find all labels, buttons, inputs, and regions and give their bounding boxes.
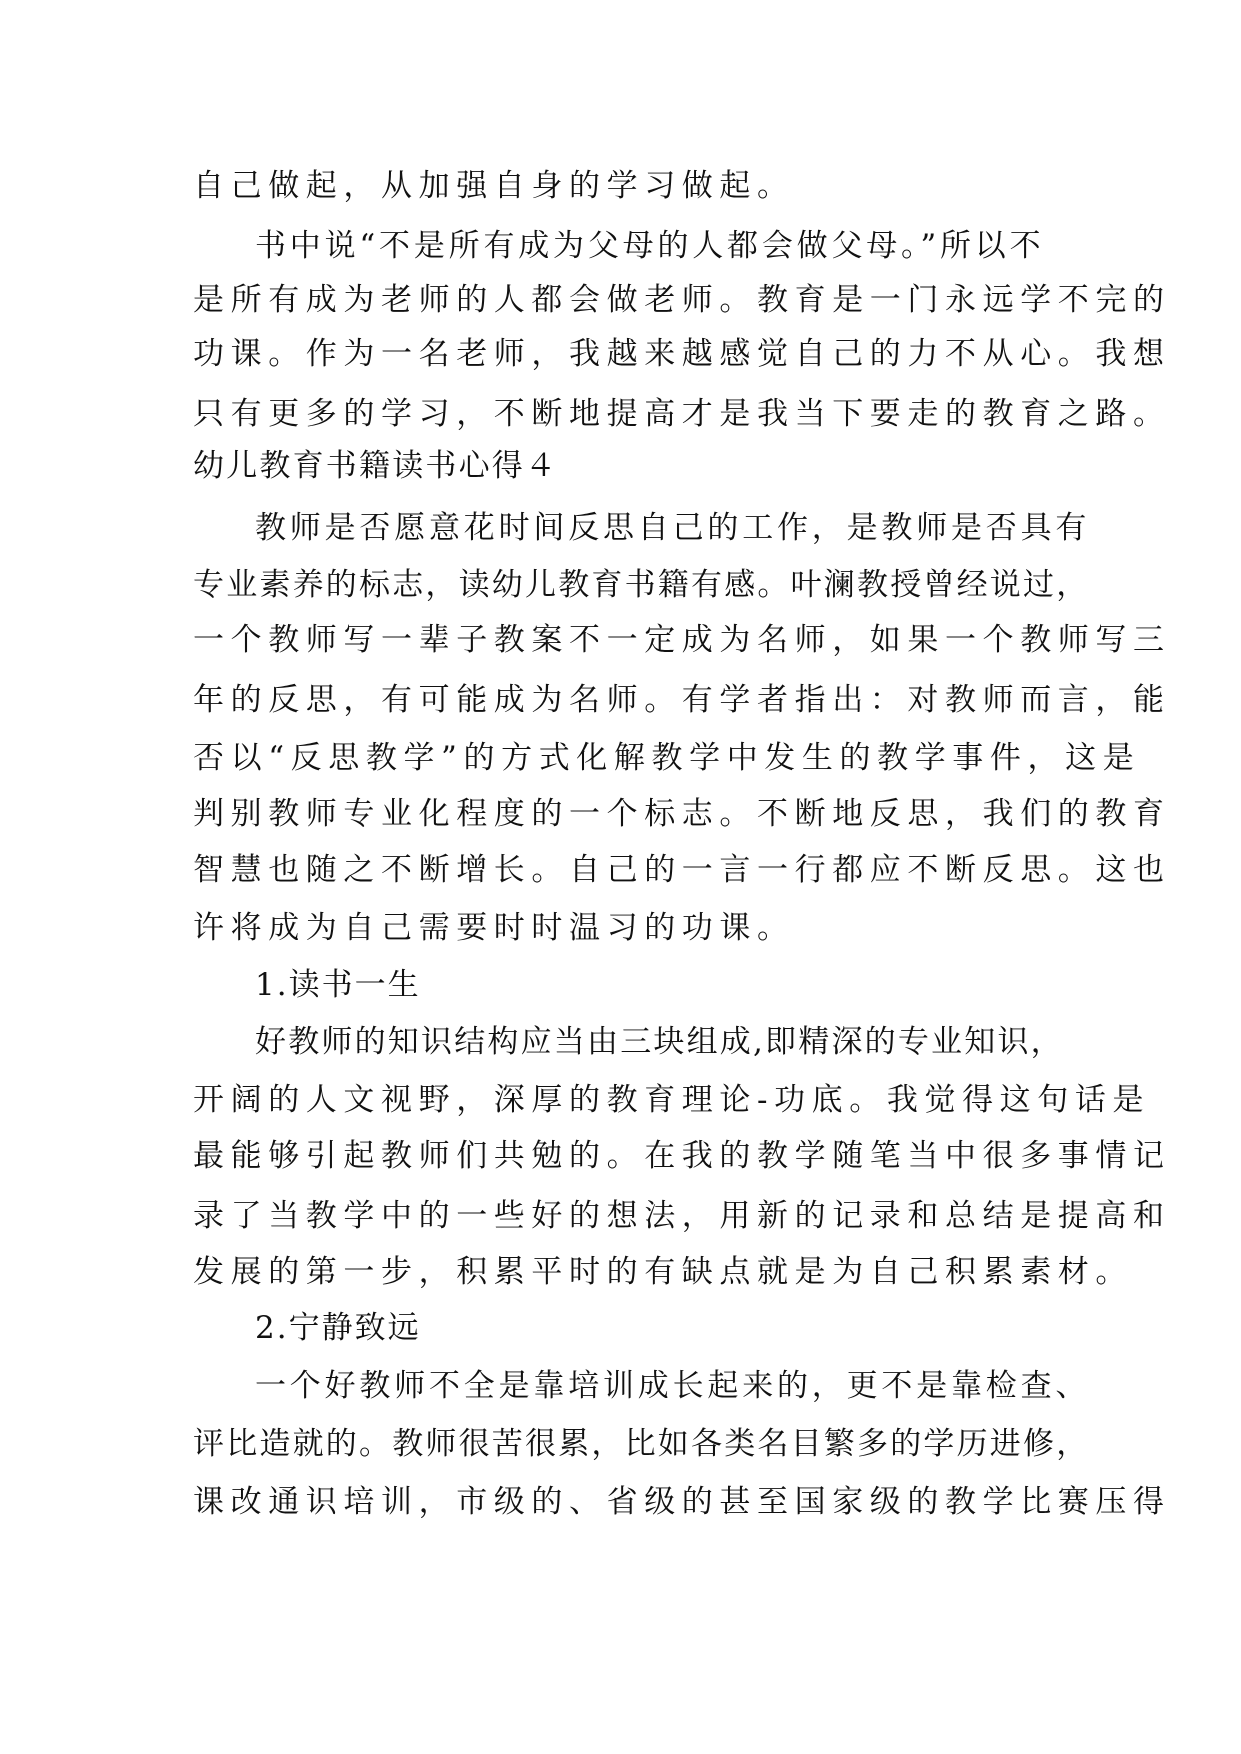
paragraph-line: 专业素养的标志，读幼儿教育书籍有感。叶澜教授曾经说过，	[193, 567, 1090, 603]
paragraph-line: 自己做起，从加强自身的学习做起。	[193, 168, 795, 204]
paragraph-line: 年的反思，有可能成为名师。有学者指出：对教师而言，能	[193, 682, 1171, 718]
paragraph-line: 一个好教师不全是靠培训成长起来的，更不是靠检查、	[255, 1368, 1091, 1404]
paragraph-line: 好教师的知识结构应当由三块组成,即精深的专业知识，	[255, 1024, 1064, 1060]
paragraph-line: 只有更多的学习，不断地提高才是我当下要走的教育之路。	[193, 396, 1171, 432]
paragraph-line: 许将成为自己需要时时温习的功课。	[193, 910, 795, 946]
paragraph-line: 一个教师写一辈子教案不一定成为名师，如果一个教师写三	[193, 622, 1171, 658]
paragraph-line: 录了当教学中的一些好的想法，用新的记录和总结是提高和	[193, 1198, 1171, 1234]
paragraph-line: 否以“反思教学”的方式化解教学中发生的教学事件，这是	[193, 740, 1141, 776]
paragraph-line: 最能够引起教师们共勉的。在我的教学随笔当中很多事情记	[193, 1138, 1171, 1174]
section-heading: 幼儿教育书籍读书心得４	[193, 448, 559, 484]
paragraph-line: 课改通识培训，市级的、省级的甚至国家级的教学比赛压得	[193, 1484, 1171, 1520]
paragraph-line: 是所有成为老师的人都会做老师。教育是一门永远学不完的	[193, 282, 1171, 318]
paragraph-line: 发展的第一步，积累平时的有缺点就是为自己积累素材。	[193, 1254, 1133, 1290]
paragraph-line: 功课。作为一名老师，我越来越感觉自己的力不从心。我想	[193, 336, 1171, 372]
paragraph-line: 判别教师专业化程度的一个标志。不断地反思，我们的教育	[193, 796, 1171, 832]
paragraph-line: 评比造就的。教师很苦很累，比如各类名目繁多的学历进修，	[193, 1426, 1090, 1462]
paragraph-line: 书中说“不是所有成为父母的人都会做父母。”所以不	[255, 228, 1045, 264]
paragraph-line: 开阔的人文视野，深厚的教育理论-功底。我觉得这句话是	[193, 1082, 1151, 1118]
paragraph-line: 智慧也随之不断增长。自己的一言一行都应不断反思。这也	[193, 852, 1171, 888]
subheading: 2.宁静致远	[255, 1310, 421, 1346]
paragraph-line: 教师是否愿意花时间反思自己的工作，是教师是否具有	[255, 510, 1091, 546]
subheading: 1.读书一生	[255, 967, 421, 1003]
